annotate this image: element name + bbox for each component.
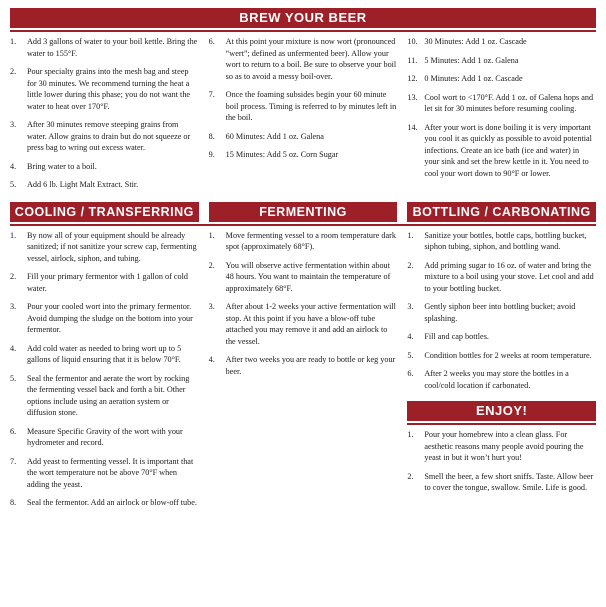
brew-column-1 [10,32,199,198]
step-number: 14. [407,122,418,132]
step-text: 0 Minutes: Add 1 oz. Cascade [424,74,523,83]
brew-steps-2 [209,36,398,161]
step-text: Seal the fermentor and aerate the wort by rocking the fermenting vessel back and forth a bit. Other options include using an aeration system or diffusion stone. [27,373,190,417]
step-number: 1. [407,430,414,439]
step-text: Seal the fermentor. Add an airlock or blow-off tube. [27,498,197,507]
step-text: 5 Minutes: Add 1 oz. Galena [424,55,519,65]
list-item [407,55,596,67]
step-number: 3. [407,302,414,311]
step-number: 3. [208,302,215,311]
list-item [407,331,596,343]
step-number: 3. [10,302,17,311]
step-text: After 2 weeks you may store the bottles in a cool/cold location if carbonated. [424,369,569,390]
list-item [10,301,199,336]
bottling-steps [407,230,596,392]
step-number: 7. [10,456,17,466]
step-text: Pour your homebrew into a clean glass. For aesthetic reasons many people avoid pouring the yeast in but it won’t hurt you! [424,430,584,462]
list-item [10,119,199,154]
section-title-fermenting: FERMENTING [209,202,398,222]
list-item [10,161,199,173]
section-title-cooling: COOLING / TRANSFERRING [10,202,199,222]
section-title-bottling: BOTTLING / CARBONATING [407,202,596,222]
step-text: Fill your primary fermentor with 1 gallon of cold water. [27,272,188,293]
step-text: Measure Specific Gravity of the wort with your hydrometer and record. [27,426,183,447]
step-number: 5. [10,180,17,189]
list-item [10,230,199,265]
step-text: At this point your mixture is now wort (pronounced “wert”; defined as unfermented beer). Allow your wort to return to a boil. Be sure to observe your boil so as to avoid a messy boil-over. [225,37,397,81]
step-number: 1. [10,230,17,240]
list-item [407,368,596,391]
step-number: 2. [407,471,414,481]
list-item [407,230,596,253]
list-item [209,260,398,295]
list-item [10,271,199,294]
step-text: 60 Minutes: Add 1 oz. Galena [225,131,324,141]
section-brew [10,8,596,198]
list-item [209,301,398,347]
list-item [407,471,596,494]
step-number: 12. [407,74,418,83]
step-text: Add 6 lb. Light Malt Extract. Stir. [27,180,139,189]
step-text: Move fermenting vessel to a room temperature dark spot (approximately 68°F). [225,230,396,251]
list-item [10,179,199,191]
lower-columns [10,226,596,516]
brew-column-2 [209,32,398,198]
list-item [209,36,398,82]
section-title-brew: BREW YOUR BEER [10,8,596,28]
step-number: 2. [208,260,215,270]
section-bottling [407,226,596,516]
step-text: After your wort is done boiling it is very important you cool it as quickly as possible to avoid potential infections. Create an ice bath (ice and water) in your sink and set the brew kettle in it. You need to cool your wort down to 90°F or lower. [424,122,592,178]
step-text: Pour specialty grains into the mesh bag and steep for 30 minutes. We recommend turning the heat a little lower during this phase; you do not want the water to heat over 170°F. [27,67,191,111]
list-item [209,354,398,377]
brew-steps-1 [10,36,199,191]
step-text: By now all of your equipment should be already sanitized; if not sanitize your screw cap, fermenting vessel, airlock, siphon, and tubing. [27,230,197,263]
step-number: 4. [10,161,17,171]
list-item [10,456,199,491]
step-number: 6. [407,369,414,378]
brew-columns [10,32,596,198]
list-item [10,343,199,366]
step-number: 7. [208,90,215,99]
step-number: 1. [10,37,17,46]
step-text: Smell the beer, a few short sniffs. Taste. Allow beer to cover the tongue, swallow. Smile. Life is good. [424,471,594,492]
step-text: Add cold water as needed to bring wort up to 5 gallons of liquid ensuring that it is below 70°F. [27,343,182,364]
step-text: Add priming sugar to 16 oz. of water and bring the mixture to a boil using your stove. Let cool and add to your bottling bucket. [424,260,594,293]
step-number: 5. [407,350,414,360]
step-number: 8. [208,131,215,141]
step-number: 2. [10,272,17,281]
cooling-steps [10,230,199,509]
step-number: 4. [407,332,414,341]
list-item [209,230,398,253]
list-item [407,73,596,85]
step-text: 15 Minutes: Add 5 oz. Corn Sugar [225,150,339,159]
list-item [407,301,596,324]
step-number: 11. [407,55,418,65]
list-item [10,66,199,112]
step-number: 1. [208,230,215,240]
step-text: Pour your cooled wort into the primary fermentor. Avoid dumping the sludge on the bottom into your fermentor. [27,302,193,334]
step-text: Condition bottles for 2 weeks at room temperature. [424,350,592,360]
fermenting-steps [209,230,398,378]
step-text: Sanitize your bottles, bottle caps, bottling bucket, siphon tubing, siphon, and bottling wand. [424,230,587,251]
step-text: Fill and cap bottles. [424,332,489,341]
list-item [209,89,398,124]
step-text: Add 3 gallons of water to your boil kettle. Bring the water to 155°F. [27,37,198,58]
list-item [10,426,199,449]
step-number: 2. [10,67,17,76]
step-number: 5. [10,373,17,383]
step-text: You will observe active fermentation within about 48 hours. You want to maintain the temperature of approximately 68°F. [225,260,391,293]
list-item [209,149,398,161]
list-item [407,92,596,115]
step-text: After about 1-2 weeks your active fermentation will stop. At this point if you have a blow-off tube attached you may remove it and add an airlock to the vessel. [225,302,396,346]
list-item [407,36,596,48]
step-number: 1. [407,230,414,240]
step-number: 6. [10,426,17,436]
brew-steps-3 [407,36,596,179]
enjoy-steps [407,429,596,494]
step-text: After 30 minutes remove steeping grains from water. Allow grains to drain but do not squeeze or press bag to wring out excess water. [27,120,191,152]
step-number: 10. [407,37,418,46]
step-text: Bring water to a boil. [27,161,97,171]
list-item [10,36,199,59]
section-title-enjoy: ENJOY! [407,401,596,421]
step-number: 4. [10,343,17,353]
section-enjoy [407,401,596,494]
step-number: 4. [208,355,215,364]
divider-enjoy [407,423,596,425]
step-number: 6. [208,37,215,46]
step-text: Add yeast to fermenting vessel. It is important that the wort temperature not be above 70°F when adding the yeast. [27,456,194,489]
list-item [407,350,596,362]
list-item [209,131,398,143]
step-number: 8. [10,498,17,507]
step-number: 13. [407,92,418,102]
lower-section-headers [10,202,596,222]
step-number: 3. [10,120,17,129]
list-item [407,260,596,295]
list-item [10,373,199,419]
list-item [407,429,596,464]
brew-column-3 [407,32,596,198]
step-text: After two weeks you are ready to bottle or keg your beer. [225,355,396,376]
section-cooling [10,226,199,516]
list-item [10,497,199,509]
section-fermenting [209,226,398,516]
list-item [407,122,596,180]
step-number: 9. [208,150,215,159]
step-text: 30 Minutes: Add 1 oz. Cascade [424,37,527,46]
step-text: Once the foaming subsides begin your 60 minute boil process. Timing is referred to by minutes left in the boil. [225,90,397,122]
step-text: Gently siphon beer into bottling bucket; avoid splashing. [424,302,576,323]
step-text: Cool wort to <170°F. Add 1 oz. of Galena hops and let sit for 30 minutes before resuming cooling. [424,92,594,113]
step-number: 2. [407,260,414,270]
